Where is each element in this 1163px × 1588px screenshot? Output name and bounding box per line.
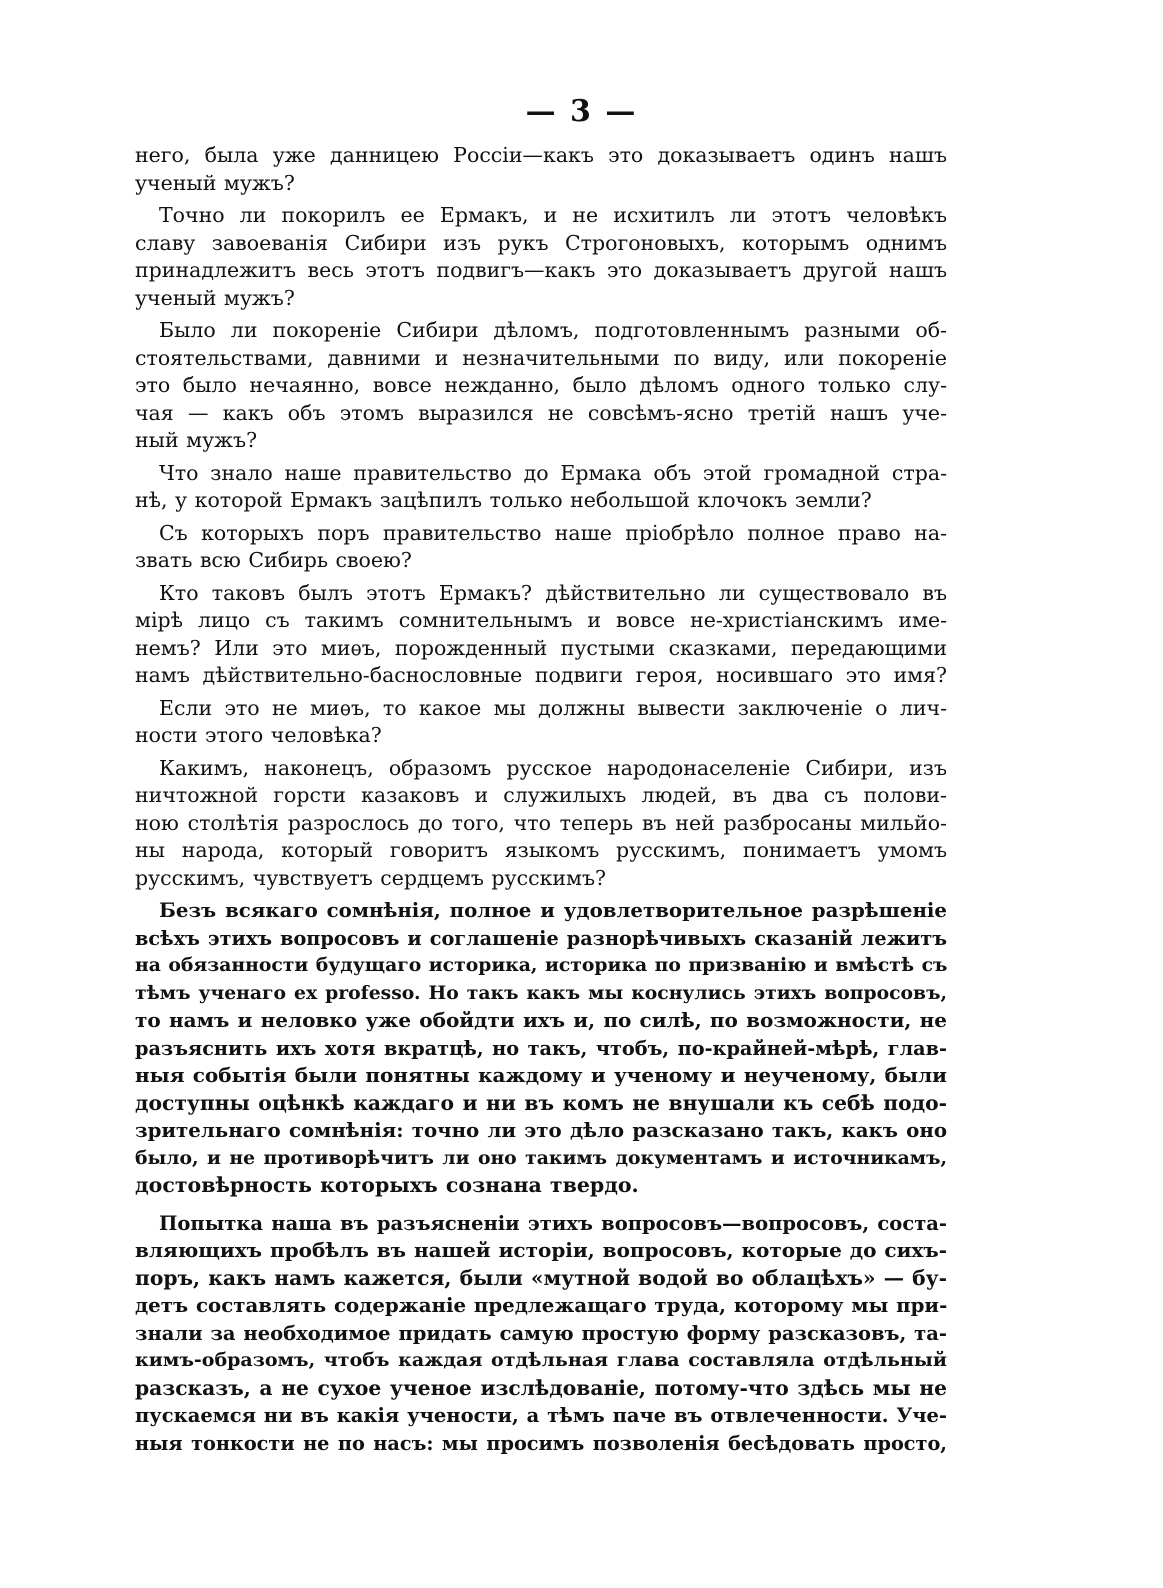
paragraph	[135, 755, 947, 893]
text-line: разсказъ, а не сухое ученое изслѣдованіе, потому-что здѣсь мы не	[135, 1375, 947, 1400]
text-line: на обязанности будущаго историка, историка по призванію и вмѣстѣ съ	[135, 954, 947, 976]
text-line: Попытка наша въ разъясненіи этихъ вопросовъ—вопросовъ, соста-	[159, 1211, 947, 1235]
text-line: ныя тонкости не по насъ: мы просимъ позволенія бесѣдовать просто,	[135, 1431, 947, 1455]
text-line: немъ? Или это миѳъ, порожденный пустыми сказками, передающими	[135, 635, 947, 660]
text-line: знали за необходимое придать самую простую форму разсказовъ, та-	[135, 1321, 947, 1345]
paragraph	[135, 520, 947, 575]
text-line: всѣхъ этихъ вопросовъ и соглашеніе разнорѣчивыхъ сказаній лежитъ	[135, 926, 947, 950]
text-line: ничтожной горсти казаковъ и служилыхъ людей, въ два съ полови-	[135, 783, 947, 807]
paragraph	[135, 580, 947, 690]
text-line: Кто таковъ былъ этотъ Ермакъ? дѣйствительно ли существовало въ	[159, 580, 947, 605]
text-line: зрительнаго сомнѣнія: точно ли это дѣло разсказано такъ, какъ оно	[135, 1118, 947, 1142]
text-line: Безъ всякаго сомнѣнія, полное и удовлетворительное разрѣшеніе	[159, 898, 947, 922]
text-line: поръ, какъ намъ кажется, были «мутной водой во облацѣхъ» — бу-	[135, 1265, 947, 1290]
page-number: — 3 —	[525, 94, 638, 129]
text-line: Было ли покореніе Сибири дѣломъ, подготовленнымъ разными об-	[159, 318, 947, 342]
text-line: было, и не противорѣчитъ ли оно такимъ документамъ и источникамъ,	[135, 1146, 947, 1169]
text-line: Какимъ, наконецъ, образомъ русское народонаселеніе Сибири, изъ	[159, 755, 947, 780]
text-line: него, была уже данницею Россіи—какъ это доказываетъ одинъ нашъ	[135, 143, 947, 167]
paragraph	[135, 1210, 947, 1458]
body-text	[135, 142, 947, 1462]
text-line: славу завоеванія Сибири изъ рукъ Строгоновыхъ, которымъ однимъ	[135, 230, 947, 255]
text-line: чая — какъ объ этомъ выразился не совсѣмъ-ясно третій нашъ уче-	[135, 400, 947, 425]
text-line: ною столѣтія разрослось до того, что теперь въ ней разбросаны мильйо-	[135, 810, 947, 835]
paragraph	[135, 460, 947, 515]
text-line: вляющихъ пробѣлъ въ нашей исторіи, вопросовъ, которые до сихъ-	[135, 1238, 947, 1262]
text-line: Если это не миѳъ, то какое мы должны вывести заключеніе о лич-	[159, 695, 947, 720]
text-line: ныя событія были понятны каждому и ученому и неученому, были	[135, 1063, 947, 1087]
text-line: Что знало наше правительство до Ермака объ этой громадной стра-	[159, 460, 947, 485]
paragraph	[135, 317, 947, 455]
text-line: тѣмъ ученаго ex professo. Но такъ какъ мы коснулись этихъ вопросовъ,	[135, 981, 947, 1004]
text-line: стоятельствами, давними и незначительными по виду, или покореніе	[135, 345, 947, 370]
text-line: Точно ли покорилъ ее Ермакъ, и не исхитилъ ли этотъ человѣкъ	[159, 203, 947, 227]
text-line: доступны оцѣнкѣ каждаго и ни въ комъ не внушали къ себѣ подо-	[135, 1090, 947, 1115]
text-line: кимъ-образомъ, чтобъ каждая отдѣльная глава составляла отдѣльный	[135, 1349, 947, 1371]
text-line: это было нечаянно, вовсе нежданно, было дѣломъ одного только слу-	[135, 373, 947, 397]
text-line: разъяснить ихъ хотя вкратцѣ, но такъ, чтобъ, по-крайней-мѣрѣ, глав-	[135, 1036, 947, 1060]
text-line: намъ дѣйствительно-баснословные подвиги героя, носившаго это имя?	[135, 663, 947, 687]
text-line: звать всю Сибирь своею?	[135, 548, 412, 572]
text-line: детъ составлять содержаніе предлежащаго труда, которому мы при-	[135, 1293, 947, 1317]
text-line: ны народа, который говоритъ языкомъ русскимъ, понимаетъ умомъ	[135, 838, 947, 862]
paragraph	[135, 695, 947, 750]
text-line: принадлежитъ весь этотъ подвигъ—какъ это доказываетъ другой нашъ	[135, 258, 947, 282]
text-line: ный мужъ?	[135, 428, 258, 452]
text-line: то намъ и неловко уже обойдти ихъ и, по силѣ, по возможности, не	[135, 1008, 947, 1032]
text-line: Съ которыхъ поръ правительство наше пріобрѣло полное право на-	[159, 520, 947, 545]
text-line: русскимъ, чувствуетъ сердцемъ русскимъ?	[135, 865, 607, 890]
text-line: пускаемся ни въ какія учености, а тѣмъ паче въ отвлеченности. Уче-	[135, 1404, 947, 1427]
paragraph	[135, 202, 947, 312]
paragraph	[135, 142, 947, 197]
text-line: ности этого человѣка?	[135, 723, 382, 747]
text-line: ученый мужъ?	[135, 285, 295, 310]
text-line: нѣ, у которой Ермакъ зацѣпилъ только небольшой клочокъ земли?	[135, 488, 872, 512]
text-line: достовѣрность которыхъ сознана твердо.	[135, 1173, 639, 1197]
text-line: мірѣ лицо съ такимъ сомнительнымъ и вовсе не-христіанскимъ име-	[135, 608, 947, 632]
paragraph	[135, 897, 947, 1200]
text-line: ученый мужъ?	[135, 170, 295, 195]
